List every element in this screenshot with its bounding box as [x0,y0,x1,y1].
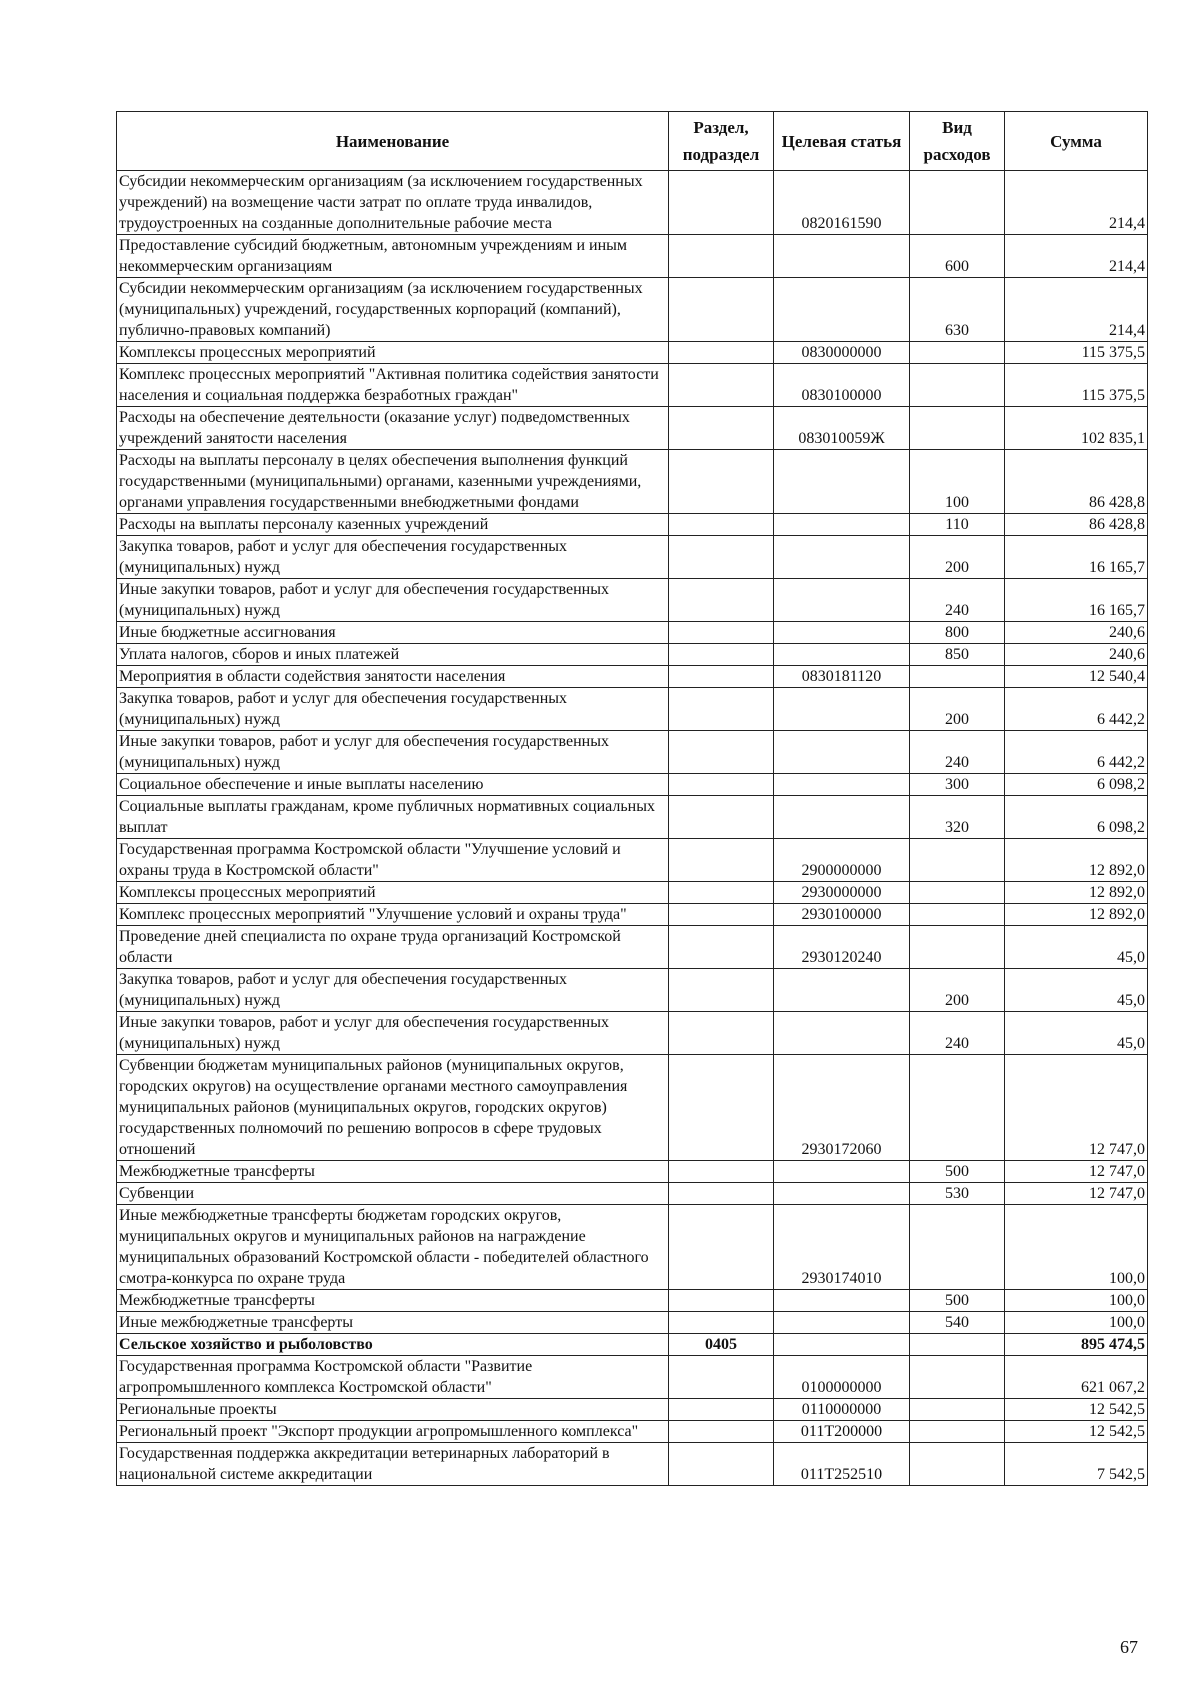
table-row [117,1183,1148,1205]
cell-expense: 600 [910,235,1005,278]
cell-expense: 530 [910,1183,1005,1205]
cell-target [774,688,910,731]
cell-section: 0405 [669,1334,774,1356]
cell-name: Закупка товаров, работ и услуг для обеспечения государственных (муниципальных) нужд [117,536,669,579]
cell-name: Расходы на выплаты персоналу в целях обеспечения выполнения функций государственными (муниципальными) органами, казенными учреждениями, органами управления государственными внебюджетными фондами [117,450,669,514]
cell-section [669,1205,774,1290]
cell-target: 2930172060 [774,1055,910,1161]
cell-target [774,1312,910,1334]
cell-section [669,1290,774,1312]
cell-expense [910,1443,1005,1486]
cell-amount: 214,4 [1005,171,1148,235]
table-row [117,1334,1148,1356]
cell-target: 0830000000 [774,342,910,364]
table-row [117,1205,1148,1290]
cell-target: 2930000000 [774,882,910,904]
cell-expense: 540 [910,1312,1005,1334]
cell-amount: 12 747,0 [1005,1183,1148,1205]
cell-target: 2930174010 [774,1205,910,1290]
cell-target [774,450,910,514]
cell-section [669,1055,774,1161]
cell-expense: 240 [910,1012,1005,1055]
cell-target: 0830100000 [774,364,910,407]
table-row [117,839,1148,882]
cell-name: Региональный проект "Экспорт продукции агропромышленного комплекса" [117,1421,669,1443]
cell-section [669,364,774,407]
cell-amount: 895 474,5 [1005,1334,1148,1356]
cell-name: Уплата налогов, сборов и иных платежей [117,644,669,666]
cell-section [669,796,774,839]
cell-section [669,514,774,536]
table-row [117,1312,1148,1334]
cell-target: 0100000000 [774,1356,910,1399]
table-row [117,1356,1148,1399]
cell-expense: 240 [910,579,1005,622]
cell-amount: 100,0 [1005,1290,1148,1312]
cell-target [774,622,910,644]
cell-section [669,644,774,666]
cell-target [774,731,910,774]
cell-expense: 200 [910,969,1005,1012]
cell-name: Комплексы процессных мероприятий [117,342,669,364]
header-amount: Сумма [1005,112,1148,171]
cell-name: Иные закупки товаров, работ и услуг для обеспечения государственных (муниципальных) нужд [117,731,669,774]
table-row [117,666,1148,688]
cell-section [669,774,774,796]
cell-section [669,1161,774,1183]
cell-amount: 16 165,7 [1005,536,1148,579]
cell-expense [910,1421,1005,1443]
cell-section [669,1421,774,1443]
cell-section [669,1399,774,1421]
table-row [117,1055,1148,1161]
cell-amount: 115 375,5 [1005,364,1148,407]
cell-target [774,774,910,796]
cell-section [669,579,774,622]
table-row [117,450,1148,514]
cell-amount: 214,4 [1005,235,1148,278]
cell-amount: 240,6 [1005,622,1148,644]
cell-name: Комплекс процессных мероприятий "Активная политика содействия занятости населения и социальная поддержка безработных граждан" [117,364,669,407]
cell-expense: 300 [910,774,1005,796]
cell-target: 0820161590 [774,171,910,235]
cell-name: Государственная программа Костромской области "Улучшение условий и охраны труда в Костромской области" [117,839,669,882]
table-row [117,926,1148,969]
cell-expense: 110 [910,514,1005,536]
table-row [117,171,1148,235]
cell-name: Межбюджетные трансферты [117,1161,669,1183]
cell-amount: 100,0 [1005,1312,1148,1334]
cell-expense [910,666,1005,688]
cell-name: Мероприятия в области содействия занятости населения [117,666,669,688]
cell-expense [910,882,1005,904]
cell-target [774,514,910,536]
table-row [117,1290,1148,1312]
cell-amount: 240,6 [1005,644,1148,666]
cell-expense: 500 [910,1290,1005,1312]
table-row [117,731,1148,774]
cell-section [669,904,774,926]
cell-name: Субвенции [117,1183,669,1205]
cell-target [774,796,910,839]
cell-name: Социальные выплаты гражданам, кроме публичных нормативных социальных выплат [117,796,669,839]
cell-expense: 630 [910,278,1005,342]
cell-expense [910,839,1005,882]
table-row [117,1161,1148,1183]
table-row [117,774,1148,796]
cell-amount: 115 375,5 [1005,342,1148,364]
cell-target [774,235,910,278]
table-row [117,278,1148,342]
cell-target [774,579,910,622]
table-row [117,904,1148,926]
cell-target [774,1290,910,1312]
cell-target: 0110000000 [774,1399,910,1421]
cell-name: Межбюджетные трансферты [117,1290,669,1312]
table-row [117,1012,1148,1055]
cell-target [774,1161,910,1183]
table-row [117,644,1148,666]
cell-section [669,622,774,644]
cell-target: 083010059Ж [774,407,910,450]
cell-name: Проведение дней специалиста по охране труда организаций Костромской области [117,926,669,969]
table-row [117,407,1148,450]
cell-name: Субвенции бюджетам муниципальных районов (муниципальных округов, городских округов) на осуществление органами местного самоуправления муниципальных районов (муниципальных округов, городских округов) государственных полномочий по решению вопросов в сфере трудовых отношений [117,1055,669,1161]
cell-name: Иные бюджетные ассигнования [117,622,669,644]
cell-amount: 12 540,4 [1005,666,1148,688]
cell-expense [910,407,1005,450]
cell-name: Сельское хозяйство и рыболовство [117,1334,669,1356]
cell-expense [910,342,1005,364]
cell-amount: 45,0 [1005,1012,1148,1055]
cell-name: Закупка товаров, работ и услуг для обеспечения государственных (муниципальных) нужд [117,688,669,731]
cell-name: Расходы на обеспечение деятельности (оказание услуг) подведомственных учреждений занятости населения [117,407,669,450]
cell-amount: 100,0 [1005,1205,1148,1290]
cell-expense: 240 [910,731,1005,774]
cell-expense [910,1356,1005,1399]
table-row [117,882,1148,904]
header-target: Целевая статья [774,112,910,171]
cell-amount: 86 428,8 [1005,450,1148,514]
cell-expense: 500 [910,1161,1005,1183]
cell-target: 011T200000 [774,1421,910,1443]
cell-name: Социальное обеспечение и иные выплаты населению [117,774,669,796]
table-row [117,1399,1148,1421]
cell-amount: 16 165,7 [1005,579,1148,622]
cell-name: Субсидии некоммерческим организациям (за исключением государственных (муниципальных) учреждений, государственных корпораций (компаний), публично-правовых компаний) [117,278,669,342]
budget-table [116,111,1148,1486]
table-row [117,579,1148,622]
cell-target [774,1334,910,1356]
cell-section [669,278,774,342]
cell-name: Предоставление субсидий бюджетным, автономным учреждениям и иным некоммерческим организациям [117,235,669,278]
cell-name: Иные межбюджетные трансферты [117,1312,669,1334]
cell-target [774,644,910,666]
cell-amount: 12 747,0 [1005,1055,1148,1161]
table-row [117,622,1148,644]
table-row [117,688,1148,731]
header-name: Наименование [117,112,669,171]
cell-name: Государственная программа Костромской области "Развитие агропромышленного комплекса Костромской области" [117,1356,669,1399]
cell-expense [910,904,1005,926]
cell-expense [910,364,1005,407]
cell-section [669,666,774,688]
cell-name: Иные закупки товаров, работ и услуг для обеспечения государственных (муниципальных) нужд [117,579,669,622]
cell-amount: 6 442,2 [1005,688,1148,731]
cell-expense: 800 [910,622,1005,644]
cell-amount: 86 428,8 [1005,514,1148,536]
cell-name: Иные закупки товаров, работ и услуг для обеспечения государственных (муниципальных) нужд [117,1012,669,1055]
cell-amount: 621 067,2 [1005,1356,1148,1399]
cell-expense [910,926,1005,969]
cell-expense: 320 [910,796,1005,839]
cell-target: 011T252510 [774,1443,910,1486]
cell-section [669,407,774,450]
cell-section [669,1443,774,1486]
cell-name: Комплексы процессных мероприятий [117,882,669,904]
cell-expense [910,1055,1005,1161]
page-number: 67 [1120,1637,1138,1657]
cell-section [669,688,774,731]
table-body [117,171,1148,1486]
header-section: Раздел, подраздел [669,112,774,171]
cell-amount: 45,0 [1005,926,1148,969]
cell-name: Государственная поддержка аккредитации ветеринарных лабораторий в национальной системе аккредитации [117,1443,669,1486]
cell-amount: 6 442,2 [1005,731,1148,774]
cell-section [669,235,774,278]
cell-name: Субсидии некоммерческим организациям (за исключением государственных учреждений) на возмещение части затрат по оплате труда инвалидов, трудоустроенных на созданные дополнительные рабочие места [117,171,669,235]
cell-section [669,926,774,969]
cell-section [669,839,774,882]
cell-section [669,1356,774,1399]
cell-expense [910,171,1005,235]
cell-name: Иные межбюджетные трансферты бюджетам городских округов, муниципальных округов и муниципальных районов на награждение муниципальных образований Костромской области - победителей областного смотра-конкурса по охране труда [117,1205,669,1290]
cell-amount: 7 542,5 [1005,1443,1148,1486]
table-row [117,969,1148,1012]
cell-section [669,969,774,1012]
cell-amount: 102 835,1 [1005,407,1148,450]
header-expense: Вид расходов [910,112,1005,171]
cell-amount: 12 892,0 [1005,882,1148,904]
cell-amount: 45,0 [1005,969,1148,1012]
cell-section [669,882,774,904]
cell-name: Расходы на выплаты персоналу казенных учреждений [117,514,669,536]
table-row [117,342,1148,364]
cell-target [774,1012,910,1055]
table-row [117,1443,1148,1486]
cell-amount: 12 892,0 [1005,839,1148,882]
cell-expense: 100 [910,450,1005,514]
cell-section [669,1012,774,1055]
cell-expense [910,1205,1005,1290]
table-row [117,364,1148,407]
cell-amount: 12 542,5 [1005,1399,1148,1421]
cell-name: Региональные проекты [117,1399,669,1421]
cell-target [774,278,910,342]
cell-section [669,342,774,364]
cell-target: 0830181120 [774,666,910,688]
cell-section [669,450,774,514]
cell-section [669,1312,774,1334]
cell-section [669,171,774,235]
cell-target [774,536,910,579]
table-row [117,536,1148,579]
cell-name: Закупка товаров, работ и услуг для обеспечения государственных (муниципальных) нужд [117,969,669,1012]
cell-name: Комплекс процессных мероприятий "Улучшение условий и охраны труда" [117,904,669,926]
cell-amount: 6 098,2 [1005,774,1148,796]
cell-section [669,731,774,774]
cell-section [669,1183,774,1205]
cell-target [774,969,910,1012]
cell-expense: 850 [910,644,1005,666]
cell-expense [910,1334,1005,1356]
cell-expense: 200 [910,688,1005,731]
cell-amount: 12 892,0 [1005,904,1148,926]
cell-amount: 12 747,0 [1005,1161,1148,1183]
table-row [117,235,1148,278]
cell-expense: 200 [910,536,1005,579]
cell-amount: 12 542,5 [1005,1421,1148,1443]
cell-expense [910,1399,1005,1421]
cell-target [774,1183,910,1205]
cell-target: 2900000000 [774,839,910,882]
cell-section [669,536,774,579]
cell-target: 2930100000 [774,904,910,926]
table-row [117,1421,1148,1443]
cell-amount: 214,4 [1005,278,1148,342]
header-row [117,112,1148,171]
table-row [117,514,1148,536]
table-row [117,796,1148,839]
cell-amount: 6 098,2 [1005,796,1148,839]
cell-target: 2930120240 [774,926,910,969]
